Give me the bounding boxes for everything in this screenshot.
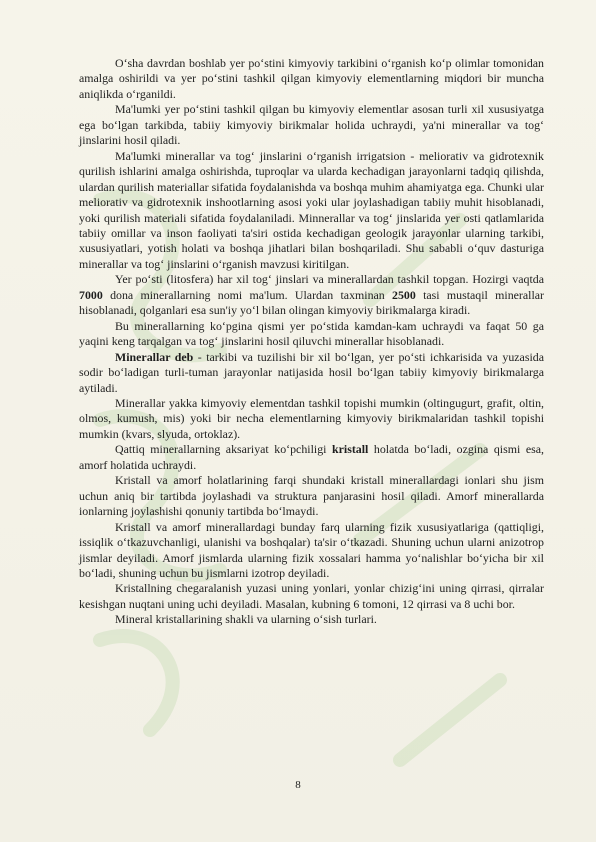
text-run: Yer po‘sti (litosfera) har xil tog‘ jinslari va minerallardan tashkil topgan. Hozirgi vaqtda (115, 272, 544, 287)
paragraph-10: Kristall va amorf minerallardagi bunday farq ularning fizik xususiyatlariga (qattiqligi, issiqlik o‘tkazuvchanligi, ulanishi va boshqalar) ta'sir o‘tkazadi. Shuning uchun ularni anizotrop jismlar deyiladi. Amorf jismlarda ularning fizik xossalari hamma yo‘nalishlar bo‘yicha bir xil bo‘ladi, shuning uchun bu jismlarni izotrop deyiladi. (79, 519, 544, 580)
definition-term: Minerallar deb (115, 349, 194, 364)
paragraph-5: Bu minerallarning ko‘pgina qismi yer po‘stida kamdan-kam uchraydi va faqat 50 ga yaqini keng tarqalgan va tog‘ jinslarini hosil qiluvchi minerallar hisoblanadi. (79, 318, 544, 349)
paragraph-8 (79, 442, 544, 473)
text-run: holatda bo‘ladi, ozgina qismi esa, amorf holatida uchraydi. (79, 442, 544, 472)
body-text (79, 56, 544, 628)
paragraph-11: Kristallning chegaralanish yuzasi uning yonlari, yonlar chizig‘ini uning qirrasi, qirralar kesishgan nuqtani uning uchi deyiladi. Masalan, kubning 6 tomoni, 12 qirrasi va 8 uchi bor. (79, 581, 544, 611)
bold-number: 7000 (79, 287, 103, 302)
paragraph-4 (79, 272, 544, 318)
paragraph-6 (79, 350, 544, 396)
paragraph-12: Mineral kristallarining shakli va ularning o‘sish turlari. (115, 612, 377, 627)
paragraph-2: Ma'lumki yer po‘stini tashkil qilgan bu kimyoviy elementlar asosan turli xil xususiyatga ega bo‘lgan tarkibda, tabiiy kimyoviy birikmalar holida uchraydi, ya'ni minerallar va tog‘ jinslarini hosil qiladi. (79, 102, 544, 148)
text-run: dona minerallarning nomi ma'lum. Ulardan taxminan (102, 287, 393, 302)
paragraph-1: O‘sha davrdan boshlab yer po‘stini kimyoviy tarkibini o‘rganish ko‘p olimlar tomonidan amalga oshirildi va yer po‘stini tashkil qilgan kimyoviy elementlarning miqdori bir muncha aniqlikda o‘rganildi. (79, 56, 544, 101)
text-run: - tarkibi va tuzilishi bir xil bo‘lgan, yer po‘sti ichkarisida va yuzasida sodir bo‘ladigan turli-tuman jarayonlar natijasida hosil bo‘lgan tabiiy kimyoviy birikmalarga aytiladi. (79, 349, 544, 395)
paragraph-3: Ma'lumki minerallar va tog‘ jinslarini o‘rganish irrigatsion - meliorativ va gidrotexnik qurilish ishlarini amalga oshirishda, tuproqlar va ularda kechadigan jarayonlarni tadqiq qilishda, ulardan qurilish materiallar sifatida foydalanishda va boshqa muhim ahamiyatga ega. Chunki ular meliorativ va gidrotexnik inshootlarning asosi yoki ular joylashadigan tabiiy muhit hisoblanadi, yoki qurilish materiali sifatida foydalaniladi. Minnerallar va tog‘ jinslarida yer osti qatlamlarida tabiiy omillar va inson faoliyati ta'siri ostida kechadigan geologik jarayonlar ularning tarkibi, xususiyatlari, yotish holati va boshqa jihatlari bilan boshqariladi. Shu sababli o‘quv dasturiga minerallar va tog‘ jinslarini o‘rganish mavzusi kiritilgan. (79, 148, 544, 271)
paragraph-9: Kristall va amorf holatlarining farqi shundaki kristall minerallardagi ionlari shu jism uchun aniq bir tartibda joylashadi va struktura panjarasini hosil qiladi. Amorf minerallarda ionlarning joylashishi qonuniy tartibda bo‘lmaydi. (79, 473, 544, 519)
text-run: tasi mustaqil minerallar hisoblanadi, qolganlari esa sun'iy yo‘l bilan olingan kimyoviy birikmalarga kiradi. (79, 287, 544, 318)
paragraph-7: Minerallar yakka kimyoviy elementdan tashkil topishi mumkin (oltingugurt, grafit, oltin, olmos, kumush, mis) yoki bir necha elementlarning kimyoviy birikmalaridan tashkil topishi mumkin (kvars, slyuda, ortoklaz). (79, 395, 544, 441)
bold-number: 2500 (392, 287, 416, 302)
page-number: 8 (295, 779, 301, 791)
bold-term: kristall (332, 442, 369, 457)
text-run: Qattiq minerallarning aksariyat ko‘pchiligi (115, 442, 332, 457)
